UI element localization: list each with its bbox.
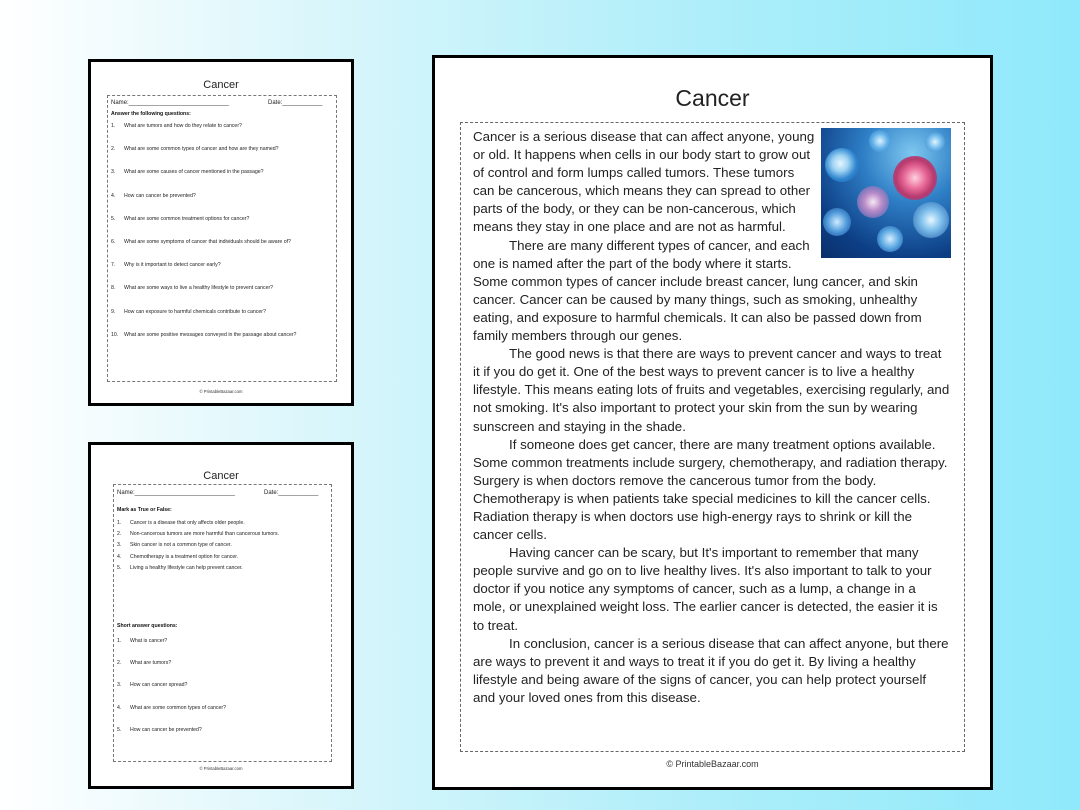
item-number: 5.	[111, 215, 116, 222]
item-text: Living a healthy lifestyle can help prevent cancer.	[130, 564, 243, 571]
item-number: 10.	[111, 331, 119, 338]
list-item	[117, 554, 238, 560]
list-item	[111, 169, 264, 175]
item-text: What are some ways to live a healthy lifestyle to prevent cancer?	[124, 285, 274, 292]
passage-body	[473, 128, 951, 707]
item-text: What is cancer?	[130, 638, 168, 644]
date-field-label: Date:____________	[264, 490, 319, 496]
item-text: What are some common types of cancer?	[130, 704, 227, 711]
list-item	[117, 682, 187, 688]
item-text: What are some positive messages conveyed in the passage about cancer?	[124, 331, 297, 338]
list-item	[117, 542, 232, 548]
list-item	[117, 705, 226, 711]
item-number: 3.	[117, 542, 122, 549]
list-item	[111, 193, 196, 199]
worksheet-title: Cancer	[203, 470, 239, 482]
item-number: 3.	[111, 169, 116, 176]
item-number: 5.	[117, 726, 122, 733]
cancer-cells-image	[821, 128, 951, 258]
item-text: How can cancer spread?	[130, 682, 188, 689]
footer-copyright: © PrintableBazaar.com	[666, 759, 759, 769]
item-text: How can cancer be prevented?	[124, 192, 196, 199]
instruction-heading: Answer the following questions:	[111, 111, 191, 117]
name-field-label: Name:______________________________	[111, 100, 229, 106]
worksheet-title: Cancer	[203, 79, 239, 91]
list-item	[111, 285, 273, 291]
reading-passage-sheet	[432, 55, 993, 790]
item-number: 1.	[117, 520, 122, 526]
item-number: 4.	[111, 192, 116, 199]
item-number: 4.	[117, 553, 122, 560]
passage-paragraph: In conclusion, cancer is a serious disease that can affect anyone, but there are ways to prevent it and ways to treat it if you do get it. By living a healthy lifestyle and being aware of the signs of cancer, you can help protect yourself and your loved ones from this disease.	[473, 635, 949, 705]
item-number: 1.	[111, 123, 116, 129]
short-answer-heading: Short answer questions:	[117, 623, 178, 629]
item-number: 9.	[111, 308, 116, 315]
list-item	[111, 216, 249, 222]
list-item	[117, 520, 245, 526]
item-number: 8.	[111, 285, 116, 292]
list-item	[111, 309, 266, 315]
footer-copyright: © PrintableBazaar.com	[199, 389, 243, 394]
item-number: 2.	[117, 660, 122, 667]
worksheet-questions-thumbnail	[88, 59, 354, 406]
item-text: What are some common types of cancer and how are they named?	[124, 146, 279, 153]
item-number: 2.	[111, 146, 116, 153]
passage-paragraph: Cancer is a serious disease that can affect anyone, young or old. It happens when cells in our body start to grow out of control and form lumps called tumors. These tumors can be cancerous, which means they can spread to other parts of the body, or they can be non-cancerous, which means they stay in one place and are not as harmful.	[473, 129, 815, 235]
list-item	[117, 727, 202, 733]
name-field-label: Name:______________________________	[117, 490, 235, 496]
item-text: How can cancer be prevented?	[130, 726, 202, 733]
list-item	[117, 565, 243, 571]
item-text: What are some causes of cancer mentioned in the passage?	[124, 169, 264, 176]
list-item	[111, 239, 291, 245]
passage-paragraph: Having cancer can be scary, but It's important to remember that many people survive and go on to live healthy lives. It's also important to talk to your doctor if you notice any symptoms of cancer, such as a lump, a change in a mole, or unexplained weight loss. The earlier cancer is detected, the easier it is to treat.	[473, 545, 938, 633]
item-text: What are tumors and how do they relate to cancer?	[124, 123, 242, 129]
passage-paragraph: There are many different types of cancer, and each one is named after the part of the body where it starts. Some common types of cancer include breast cancer, lung cancer, and skin cancer. Cancer can be caused by many things, such as smoking, unhealthy eating, and exposure to harmful chemicals. It can also be passed down from family members through our genes.	[473, 237, 922, 344]
list-item	[111, 146, 279, 152]
item-text: What are some common treatment options for cancer?	[124, 215, 250, 222]
list-item	[111, 332, 296, 338]
worksheet-border	[113, 484, 332, 762]
list-item	[117, 660, 171, 666]
list-item	[117, 531, 279, 537]
worksheet-border	[107, 95, 337, 382]
item-text: Skin cancer is not a common type of cancer.	[130, 542, 232, 549]
worksheet-true-false-thumbnail	[88, 442, 354, 789]
item-text: What are some symptoms of cancer that individuals should be aware of?	[124, 239, 291, 245]
item-number: 6.	[111, 239, 116, 245]
item-text: Chemotherapy is a treatment option for cancer.	[130, 553, 239, 560]
item-number: 5.	[117, 564, 122, 571]
item-number: 3.	[117, 682, 122, 689]
date-field-label: Date:____________	[268, 100, 323, 106]
list-item	[111, 123, 242, 129]
passage-paragraph: The good news is that there are ways to prevent cancer and ways to treat it if you do get it. One of the best ways to prevent cancer is to live a healthy lifestyle. This means eating lots of fruits and vegetables, exercising regularly, and not smoking. It's also important to protect your skin from the sun by wearing sunscreen and staying in the shade.	[473, 346, 950, 434]
item-text: Why is it important to detect cancer early?	[124, 262, 221, 269]
item-number: 7.	[111, 262, 116, 269]
true-false-heading: Mark as True or False:	[117, 507, 172, 513]
item-number: 4.	[117, 704, 122, 711]
item-text: Non-cancerous tumors are more harmful than cancerous tumors.	[130, 531, 280, 538]
passage-paragraph: If someone does get cancer, there are many treatment options available. Some common treatments include surgery, chemotherapy, and radiation therapy. Surgery is when doctors remove the cancerous tumor from the body. Chemotherapy is when patients take special medicines to kill the cancer cells. Radiation therapy is when doctors use high-energy rays to shrink or kill the cancer cells.	[473, 436, 948, 543]
footer-copyright: © PrintableBazaar.com	[199, 766, 243, 771]
item-number: 1.	[117, 638, 122, 644]
passage-title: Cancer	[675, 85, 750, 111]
list-item	[117, 638, 167, 644]
item-text: How can exposure to harmful chemicals contribute to cancer?	[124, 308, 266, 315]
list-item	[111, 262, 221, 268]
item-text: Cancer is a disease that only affects older people.	[130, 520, 245, 526]
item-text: What are tumors?	[130, 660, 172, 667]
item-number: 2.	[117, 531, 122, 538]
